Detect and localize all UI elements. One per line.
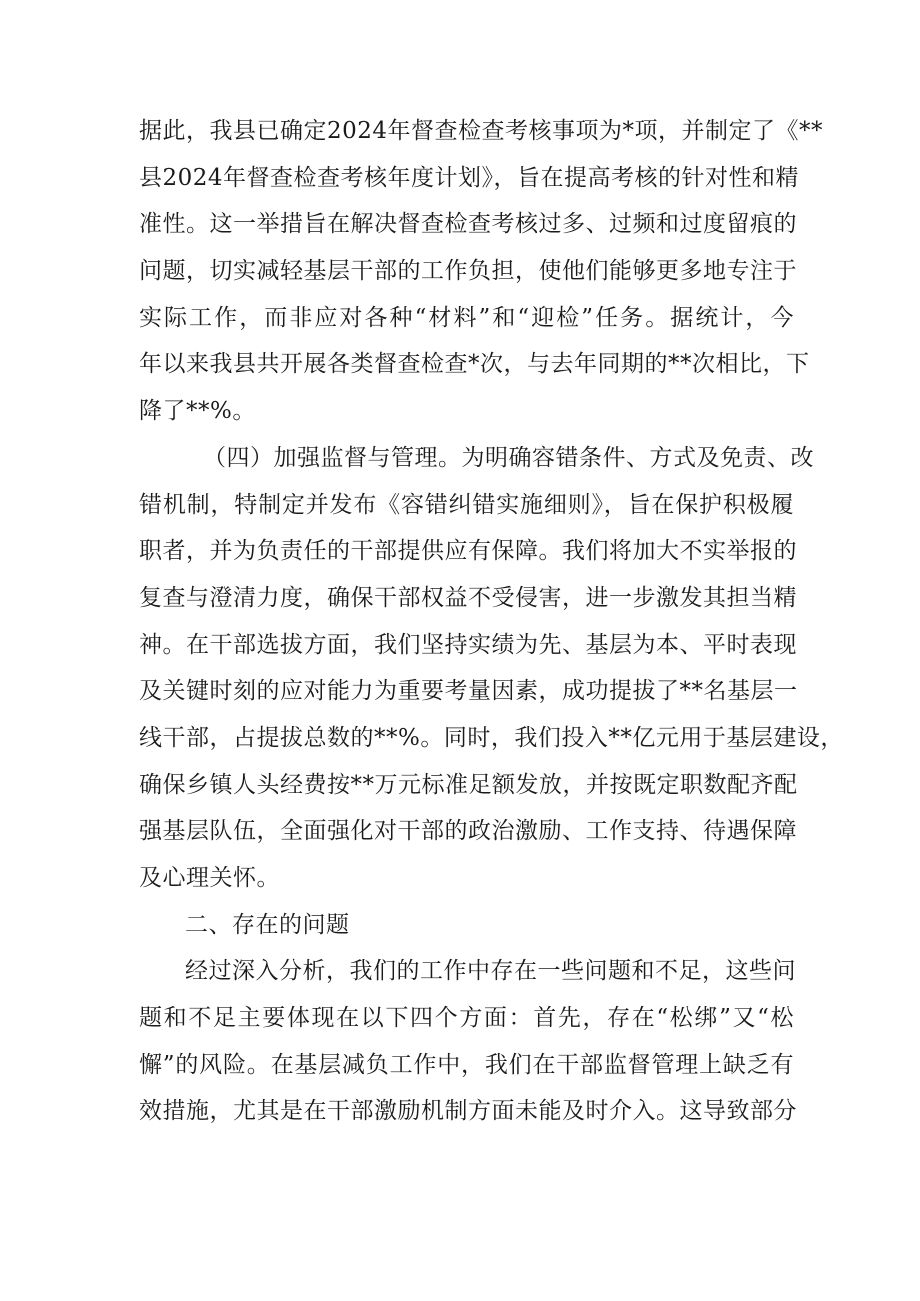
text-line: 实际工作，而非应对各种“材料”和“迎检”任务。据统计，今 — [139, 304, 794, 331]
text-line: 及心理关怀。 — [139, 865, 280, 891]
text-line: 职者，并为负责任的干部提供应有保障。我们将加大不实举报的 — [139, 538, 797, 565]
text-line: 神。在干部选拔方面，我们坚持实绩为先、基层为本、平时表现 — [139, 631, 797, 658]
text-line: 复查与澄清力度，确保干部权益不受侵害，进一步激发其担当精 — [139, 584, 797, 611]
body-text — [139, 108, 844, 1135]
text-line: 题和不足主要体现在以下四个方面：首先，存在“松绑”又“松 — [139, 1005, 794, 1032]
text-line: 降了**%。 — [139, 398, 256, 425]
text-line: 准性。这一举措旨在解决督查检查考核过多、过频和过度留痕的 — [139, 211, 797, 238]
text-line: 错机制，特制定并发布《容错纠错实施细则》，旨在保护积极履 — [139, 491, 794, 518]
section-title: 二、存在的问题 — [185, 911, 350, 938]
text-line: 及关键时刻的应对能力为重要考量因素，成功提拔了**名基层一 — [139, 678, 798, 705]
text-line: 强基层队伍，全面强化对干部的政治激励、工作支持、待遇保障 — [139, 818, 797, 845]
text-line: 经过深入分析，我们的工作中存在一些问题和不足，这些问 — [185, 958, 796, 985]
section-heading-line: （四）加强监督与管理。为明确容错条件、方式及免责、改 — [203, 444, 814, 471]
text-line: 懈”的风险。在基层减负工作中，我们在干部监督管理上缺乏有 — [139, 1051, 794, 1078]
text-line: 据此，我县已确定2024年督查检查考核事项为*项，并制定了《** — [139, 118, 824, 144]
text-line: 问题，切实减轻基层干部的工作负担，使他们能够更多地专注于 — [139, 258, 797, 285]
text-line: 年以来我县共开展各类督查检查*次，与去年同期的**次相比，下 — [139, 351, 810, 378]
text-line: 线干部，占提拔总数的**%。同时，我们投入**亿元用于基层建设， — [139, 724, 844, 751]
text-line: 县2024年督查检查考核年度计划》，旨在提高考核的针对性和精 — [139, 164, 800, 191]
text-line: 确保乡镇人头经费按**万元标准足额发放，并按既定职数配齐配 — [139, 771, 798, 798]
text-line: 效措施，尤其是在干部激励机制方面未能及时介入。这导致部分 — [139, 1098, 797, 1125]
